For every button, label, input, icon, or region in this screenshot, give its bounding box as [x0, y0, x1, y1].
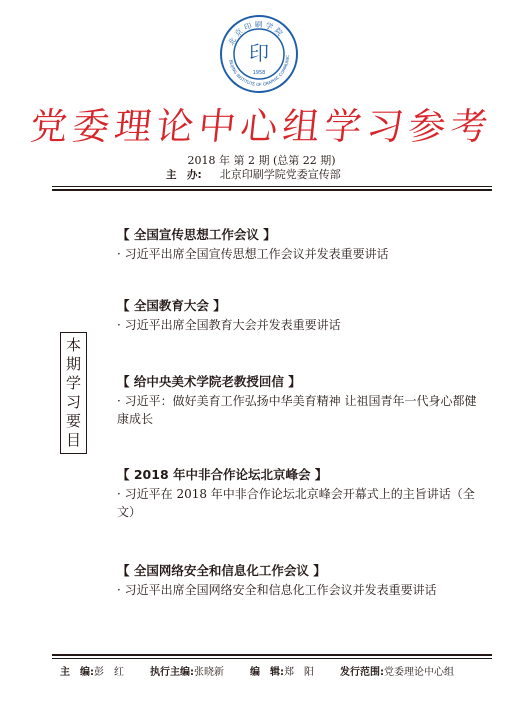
side-label-char: 要: [65, 412, 81, 430]
section-title: 【 2018 年中非合作论坛北京峰会 】: [117, 467, 328, 482]
sponsor-name: 北京印刷学院党委宣传部: [219, 168, 341, 181]
credit-value: 党委理论中心组: [384, 667, 454, 678]
contents-section: [117, 466, 487, 521]
header-divider: [52, 186, 492, 187]
side-label-char: 习: [65, 393, 81, 411]
seal-year: 1958: [252, 70, 266, 76]
side-label-char: 目: [65, 431, 81, 449]
seal-center-char: 印: [249, 41, 269, 65]
side-label-char: 学: [65, 374, 81, 392]
section-item[interactable]: · 习近平在 2018 年中非合作论坛北京峰会开幕式上的主旨讲话（全文）: [117, 487, 475, 519]
institute-seal-logo: [219, 14, 299, 94]
credit-label: 执行主编:: [150, 667, 194, 678]
sponsor-line: [166, 168, 341, 182]
credit-value: 郑 阳: [284, 667, 314, 678]
footer-divider-thick: [52, 654, 492, 656]
seal-text: 北京印刷学院: [226, 19, 287, 47]
credit-editor: [250, 666, 314, 680]
section-title: 【 给中央美术学院老教授回信 】: [117, 374, 301, 389]
credit-value: 张晓新: [194, 667, 224, 678]
contents-section: [117, 297, 487, 334]
section-title: 【 全国宣传思想工作会议 】: [117, 227, 276, 242]
publication-title: 党委理论中心组学习参考: [28, 105, 495, 148]
credit-executive-editor: [150, 666, 224, 680]
credit-distribution: [340, 666, 454, 680]
side-label-char: 期: [65, 355, 81, 373]
sponsor-label: 主 办:: [166, 169, 202, 181]
section-item[interactable]: · 习近平出席全国宣传思想工作会议并发表重要讲话: [117, 247, 389, 261]
seal-english-text: BEIJING INSTITUTE OF GRAPHIC COMMUNIC: [228, 54, 291, 88]
credit-chief-editor: [60, 666, 124, 680]
credit-value: 彭 红: [94, 667, 124, 678]
section-title: 【 全国教育大会 】: [117, 298, 226, 313]
section-title: 【 全国网络安全和信息化工作会议 】: [117, 563, 326, 578]
contents-section: [117, 373, 487, 428]
credit-label: 主 编:: [60, 667, 94, 678]
header-divider-thick: [52, 189, 492, 191]
section-item[interactable]: · 习近平出席全国教育大会并发表重要讲话: [117, 318, 341, 332]
issue-number: 2018 年 第 2 期 (总第 22 期): [187, 154, 336, 167]
footer-divider: [52, 658, 492, 659]
credit-label: 发行范围:: [340, 667, 384, 678]
contents-side-label: [60, 332, 87, 454]
contents-section: [117, 226, 487, 263]
contents-section: [117, 562, 487, 599]
side-label-char: 本: [65, 336, 81, 354]
section-item[interactable]: · 习近平出席全国网络安全和信息化工作会议并发表重要讲话: [117, 583, 437, 597]
section-item[interactable]: · 习近平：做好美育工作弘扬中华美育精神 让祖国青年一代身心都健康成长: [117, 394, 477, 426]
credit-label: 编 辑:: [250, 667, 284, 678]
masthead-credits: [60, 666, 500, 680]
